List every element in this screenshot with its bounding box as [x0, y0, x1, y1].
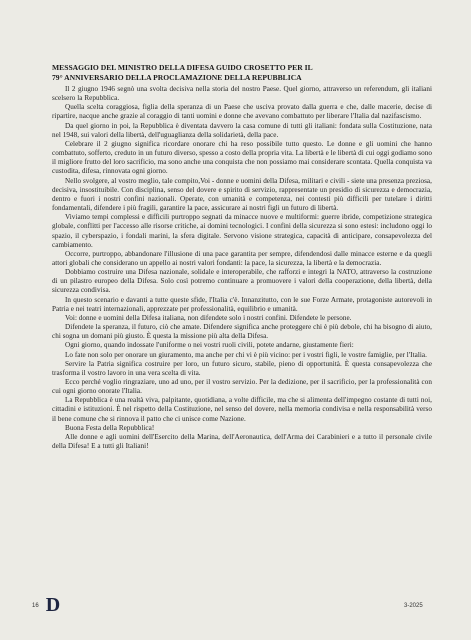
paragraph: In questo scenario e davanti a tutte queste sfide, l'Italia c'è. Innanzitutto, con le sue Forze Armate, protagoniste autorevoli in Patria e nei teatri internazionali, apprezzate per professionalità, equilibrio e umanità. [52, 295, 432, 313]
paragraph: Dobbiamo costruire una Difesa nazionale, solidale e interoperabile, che rafforzi e integri la NATO, attraverso la costruzione di un pilastro europeo della Difesa. Solo così potremo continuare a promuovere i valori della cooperazione, della libertà, della sicurezza condivisa. [52, 268, 432, 295]
paragraph: Nello svolgere, al vostro meglio, tale compito,Voi - donne e uomini della Difesa, militari e civili - siete una presenza preziosa, decisiva, insostituibile. Con disciplina, senso del dovere e spirito di servizio, rappresentate un presidio di sicurezza e democrazia, dentro e fuori i nostri confini nazionali. Operate, con umanità e competenza, nei contesti più difficili per tutelare i diritti fondamentali, difendere i più fragili, garantire la pace, assicurare ai nostri figli un futuro di libertà. [52, 176, 432, 213]
svg-text:D: D [45, 594, 61, 614]
paragraph: Lo fate non solo per onorare un giuramento, ma anche per chi vi è più vicino: per i vostri figli, le vostre famiglie, per l'Italia. [65, 350, 427, 359]
article-title [52, 63, 432, 82]
paragraph: Occorre, purtroppo, abbandonare l'illusione di una pace garantita per sempre, difendendosi dalle minacce esterne e da quegli attori globali che considerano un appello ai nostri valori fondanti: la pace, la sicurezza, la libertà e la democrazia. [52, 249, 432, 267]
paragraph: Viviamo tempi complessi e difficili purtroppo segnati da minacce nuove e multiformi: guerre ibride, competizione strategica globale, conflitti per l'accesso alle risorse critiche, ai domini tecnologici. I confini della sicurezza si sono estesi: includono oggi lo spazio, il cyberspazio, i fondali marini, la sfera digitale. Servono visione strategica, capacità di anticipare, consapevolezza del cambiamento. [52, 213, 432, 249]
page-number: 16 [32, 603, 39, 609]
paragraph: Alle donne e agli uomini dell'Esercito della Marina, dell'Aeronautica, dell'Arma dei Carabinieri e a tutto il personale civile della Difesa! E a tutti gli Italiani! [52, 432, 432, 451]
paragraph: Ogni giorno, quando indossate l'uniforme o nei vostri ruoli civili, potete andarne, giustamente fieri: [65, 341, 354, 350]
article-body [52, 85, 432, 451]
paragraph: Il 2 giugno 1946 segnò una svolta decisiva nella storia del nostro Paese. Quel giorno, attraverso un referendum, gli italiani scelsero la Repubblica. [52, 85, 432, 103]
issue-number: 3-2025 [404, 603, 423, 609]
paragraph: Ecco perché voglio ringraziare, uno ad uno, per il vostro servizio. Per la dedizione, per il sacrificio, per la professionalità con cui ogni giorno onorate l'Italia. [52, 378, 432, 396]
title-line-1: MESSAGGIO DEL MINISTRO DELLA DIFESA GUIDO CROSETTO PER IL [52, 63, 313, 72]
magazine-logo-icon [43, 594, 63, 614]
paragraph: Servire la Patria significa costruire per loro, un futuro sicuro, stabile, pieno di opportunità. È questa consapevolezza che trasforma il vostro lavoro in una vera scelta di vita. [52, 359, 432, 377]
paragraph: Quella scelta coraggiosa, figlia della speranza di un Paese che usciva provato dalla guerra e che, dalle macerie, decise di ripartire, nacque anche grazie al coraggio di tanti uomini e donne che avevano combattuto per liberare l'Italia dal nazifascismo. [52, 103, 432, 121]
paragraph: Buona Festa della Repubblica! [65, 423, 155, 432]
paragraph: Voi: donne e uomini della Difesa italiana, non difendete solo i nostri confini. Difendete le persone. [65, 313, 352, 322]
paragraph: Celebrare il 2 giugno significa ricordare onorare chi ha reso possibile tutto questo. Le donne e gli uomini che hanno combattuto, sofferto, creduto in un futuro diverso, spesso a costo della propria vita. La libertà e le libertà di cui oggi godiamo sono il migliore frutto del loro sacrificio, ma sono anche una conquista che non possiamo mai considerare scontata. Quella conquista va custodita, difesa, rinnovata ogni giorno. [52, 139, 432, 176]
paragraph: Difendete la speranza, il futuro, ciò che amate. Difendere significa anche proteggere chi è più debole, chi ha bisogno di aiuto, chi sogna un domani più giusto. È questa la missione più alta della Difesa. [52, 323, 432, 341]
paragraph: La Repubblica è una realtà viva, palpitante, quotidiana, a volte difficile, ma che si alimenta dell'impegno costante di tutti noi, cittadini e istituzioni. È nel rispetto della Costituzione, nel senso del dovere, nella memoria condivisa e nella responsabilità verso il bene comune che si rinnova il patto che ci unisce come Nazione. [52, 396, 432, 423]
paragraph: Da quel giorno in poi, la Repubblica è diventata davvero la casa comune di tutti gli italiani: fondata sulla Costituzione, nata nel 1948, sui valori della libertà, dell'uguaglianza della solidarietà, della pace. [52, 121, 432, 139]
title-line-2: 79° ANNIVERSARIO DELLA PROCLAMAZIONE DELLA REPUBBLICA [52, 72, 302, 82]
